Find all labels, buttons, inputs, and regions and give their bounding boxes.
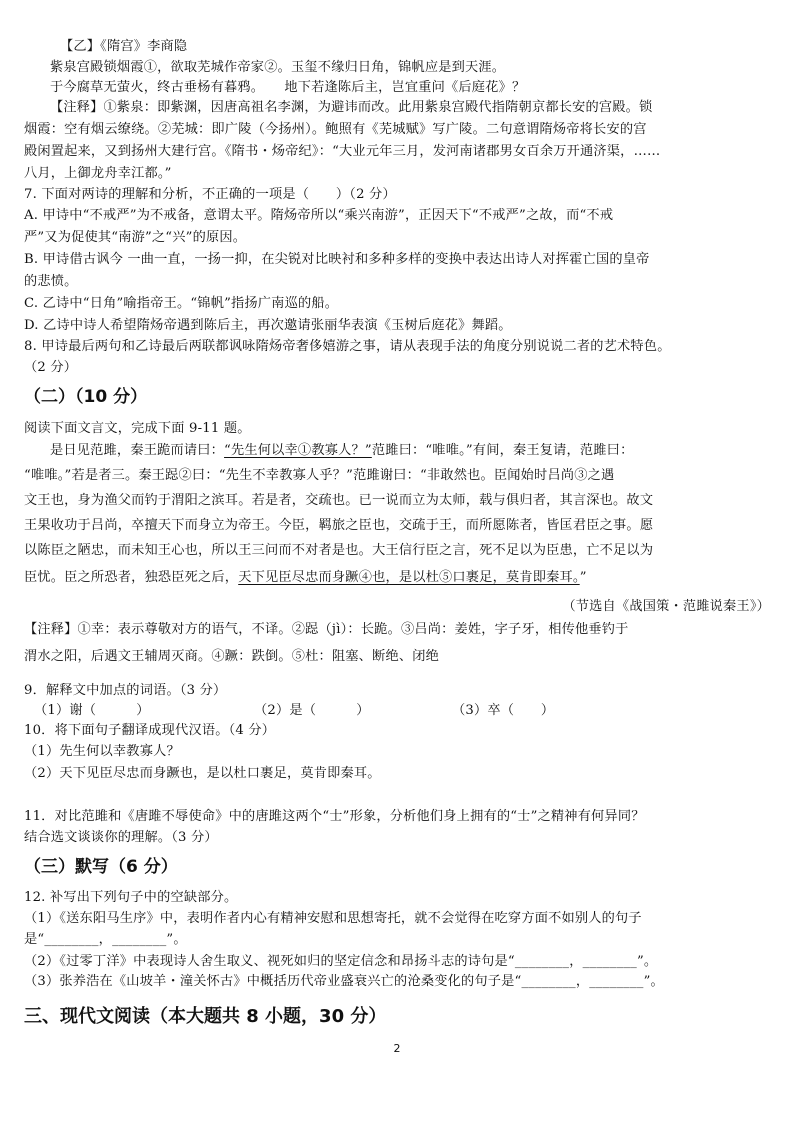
classical-text-1-underlined: “先生何以幸①教寡人？” (224, 443, 372, 458)
poem-b-note-4: 八月，上御龙舟幸江都。” (24, 166, 172, 181)
question-9-item-3: （3）卒（ ） (452, 703, 555, 718)
classical-text-1a: 是日见范雎，秦王跪而请曰： (50, 443, 225, 458)
question-12-item-3: （3）张养浩在《山坡羊・潼关怀古》中概括历代帝业盛衰兴亡的沧桑变化的句子是“________，________”。 (24, 974, 664, 989)
classical-text-line-4: 王果收功于吕尚，卒擅天下而身立为帝王。今臣，羁旅之臣也，交疏于王，而所愿陈者，皆匡君臣之事。愿 (24, 518, 654, 533)
question-10-item-1: （1）先生何以幸教寡人？ (24, 744, 180, 759)
question-8-line-1: 8. 甲诗最后两句和乙诗最后两联都讽咏隋炀帝奢侈嬉游之事，请从表现手法的角度分别说说二者的艺术特色。 (24, 339, 671, 354)
question-7-option-c: C. 乙诗中“日角”喻指帝王。“锦帆”指扬广南巡的船。 (24, 296, 339, 311)
question-12-item-1a: （1）《送东阳马生序》中，表明作者内心有精神安慰和思想寄托，就不会觉得在吃穿方面不如别人的句子 (24, 911, 642, 926)
question-10-item-2: （2）天下见臣尽忠而身蹶也，是以杜口裹足，莫肯即秦耳。 (24, 766, 381, 781)
poem-b-line-2: 于今腐草无萤火，终古垂杨有暮鸦。 地下若逢陈后主，岂宜重问《后庭花》？ (50, 80, 526, 95)
classical-text-line-1 (50, 442, 774, 460)
classical-note-2: 渭水之阳，后遇文王辅周灭商。④蹶：跌倒。⑤杜：阻塞、断绝、闭绝 (24, 649, 440, 664)
section-3-heading: （三）默写（6 分） (24, 857, 178, 877)
classical-text-1b: 范雎曰：“唯唯。”有间，秦王复请，范雎曰： (371, 443, 634, 458)
question-12-stem: 12. 补写出下列句子中的空缺部分。 (24, 890, 238, 905)
question-9-stem: 9．解释文中加点的词语。（3 分） (24, 683, 227, 698)
classical-text-source: （节选自《战国策・范雎说秦王》） (562, 599, 770, 614)
question-11-line-2: 结合选文谈谈你的理解。（3 分） (24, 830, 218, 845)
page-number: 2 (393, 1042, 401, 1055)
question-7-stem: 7. 下面对两诗的理解和分析，不正确的一项是（ ）（2 分） (24, 187, 396, 202)
poem-b-note-1: 【注释】①紫泉：即紫渊，因唐高祖名李渊，为避讳而改。此用紫泉宫殿代指隋朝京都长安的宫殿。锁 (50, 100, 653, 115)
question-7-option-a-2: 严”又为促使其“南游”之“兴”的原因。 (24, 230, 247, 245)
section-2-heading: （二）（10 分） (24, 387, 148, 407)
question-12-item-2: （2）《过零丁洋》中表现诗人舍生取义、视死如归的坚定信念和昂扬斗志的诗句是“________，________”。 (24, 954, 658, 969)
classical-text-6-underlined: 天下见臣尽忠而身蹶④也，是以杜⑤口裹足，莫肯即秦耳。 (238, 570, 580, 585)
classical-text-line-5: 以陈臣之陋忠，而未知王心也，所以王三问而不对者是也。大王信行臣之言，死不足以为臣患，亡不足以为 (24, 543, 654, 558)
question-10-stem: 10．将下面句子翻译成现代汉语。（4 分） (24, 723, 276, 738)
question-11-line-1: 11．对比范雎和《唐雎不辱使命》中的唐雎这两个“士”形象，分析他们身上拥有的“士”之精神有何异同？ (24, 809, 645, 824)
poem-b-title: 【乙】《隋宫》李商隐 (60, 39, 188, 54)
question-7-option-b-2: 的悲愤。 (24, 274, 78, 289)
classical-note-1: 【注释】①幸：表示尊敬对方的语气，不译。②跽（jì）：长跪。③吕尚：姜姓，字子牙，相传他垂钓于 (24, 622, 629, 637)
classical-text-line-6 (24, 569, 774, 587)
classical-text-6a: 臣忧。臣之所恐者，独恐臣死之后， (24, 570, 239, 585)
question-7-option-b-1: B. 甲诗借古讽今 一曲一直，一扬一抑，在尖锐对比映衬和多种多样的变换中表达出诗人对挥霍亡国的皇帝 (24, 252, 650, 267)
question-7-option-d: D. 乙诗中诗人希望隋炀帝遇到陈后主，再次邀请张丽华表演《玉树后庭花》舞蹈。 (24, 318, 512, 333)
section-2-intro: 阅读下面文言文，完成下面 9-11 题。 (24, 421, 251, 436)
poem-b-line-1: 紫泉宫殿锁烟霞①，欲取芜城作帝家②。玉玺不缘归日角，锦帆应是到天涯。 (50, 60, 506, 75)
poem-b-note-2: 烟霞：空有烟云缭绕。②芜城：即广陵（今扬州）。鲍照有《芜城赋》写广陵。二句意谓隋炀帝将长安的宫 (24, 122, 647, 137)
classical-text-line-2: “唯唯。”若是者三。秦王跽②曰：“先生不幸教寡人乎？”范雎谢曰：“非敢然也。臣闻始时吕尚③之遇 (24, 468, 615, 483)
classical-text-line-3: 文王也，身为渔父而钓于渭阳之滨耳。若是者，交疏也。已一说而立为太师，载与俱归者，其言深也。故文 (24, 493, 654, 508)
question-9-item-2: （2）是（ ） (254, 703, 370, 718)
question-8-line-2: （2 分） (24, 360, 78, 375)
poem-b-note-3: 殿闲置起来，又到扬州大建行宫。《隋书・炀帝纪》：“大业元年三月，发河南诸郡男女百余万开通济渠，…… (24, 144, 661, 159)
question-12-item-1b: 是“________，________”。 (24, 932, 187, 947)
section-modern-reading-heading: 三、现代文阅读（本大题共 8 小题，30 分） (24, 1006, 387, 1027)
question-7-option-a-1: A. 甲诗中“不戒严”为不戒备，意谓太平。隋炀帝所以“乘兴南游”，正因天下“不戒严”之故，而“不戒 (24, 208, 614, 223)
classical-text-6b: ” (579, 570, 587, 585)
question-9-item-1: （1）谢（ ） (34, 703, 150, 718)
